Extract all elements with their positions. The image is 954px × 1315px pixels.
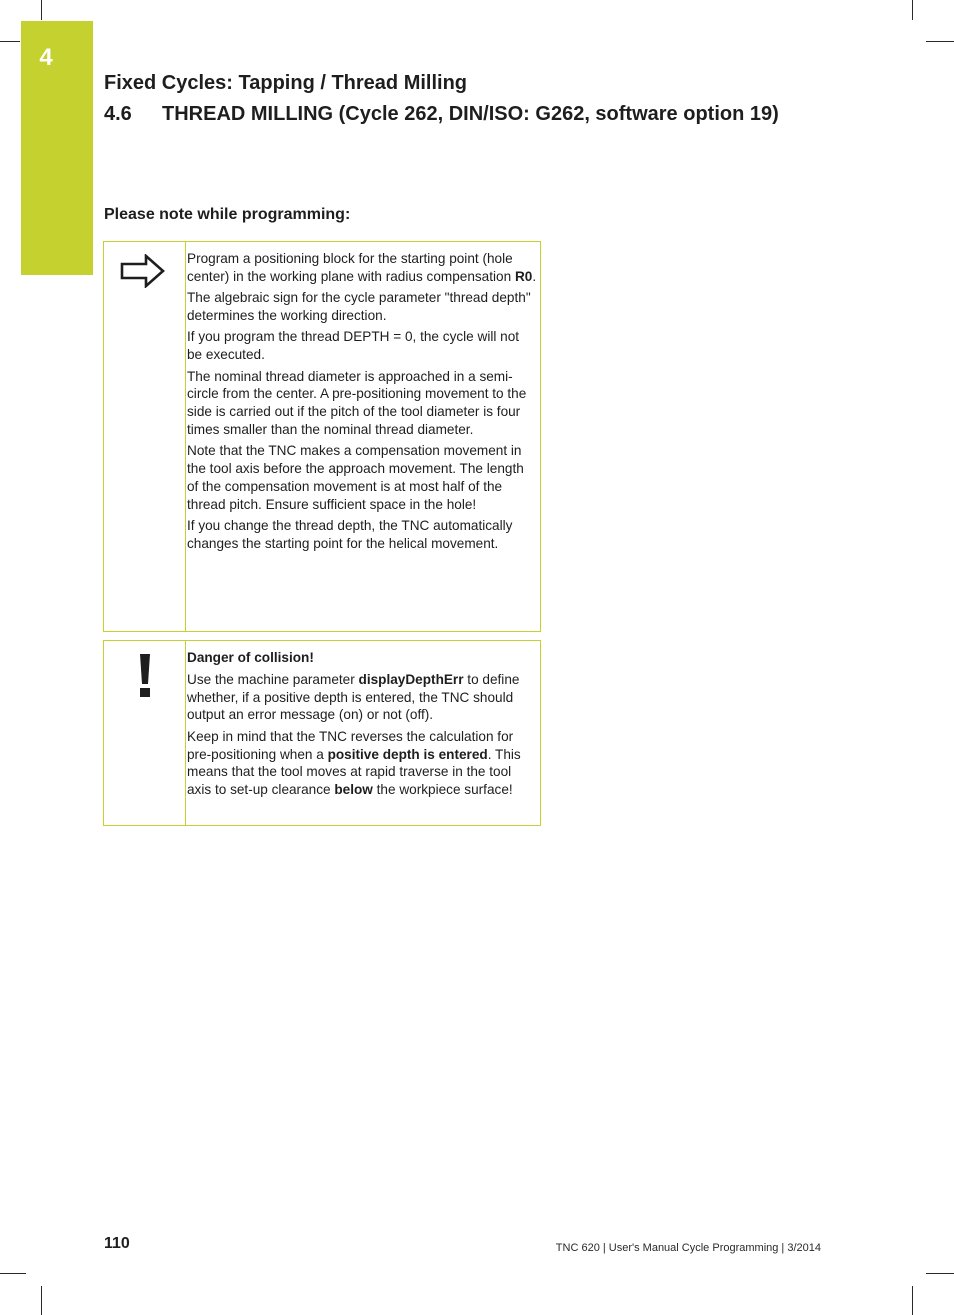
warning-bold: positive depth is entered [327, 746, 488, 762]
note-paragraph: If you change the thread depth, the TNC automatically changes the starting point for the helical movement. [187, 518, 513, 551]
chapter-title: Fixed Cycles: Tapping / Thread Milling [104, 72, 468, 94]
note-paragraph: The algebraic sign for the cycle parameter "thread depth" determines the working direction. [187, 290, 531, 323]
crop-mark [912, 1286, 913, 1315]
warning-bold: displayDepthErr [358, 671, 464, 687]
warning-divider [185, 641, 186, 826]
note-paragraph [187, 250, 537, 286]
warning-paragraph [187, 671, 537, 724]
arrow-right-icon [120, 254, 166, 293]
subheading: Please note while programming: [104, 206, 351, 223]
note-content [187, 250, 537, 556]
crop-mark [0, 1273, 26, 1274]
warning-text: . This means that the tool moves at rapid traverse in the tool axis to set-up clearance [187, 746, 521, 798]
note-text: Program a positioning block for the starting point (hole center) in the working plane with radius compensation [187, 251, 515, 284]
section-heading [104, 103, 779, 126]
crop-mark [926, 41, 954, 42]
page-number: 110 [104, 1235, 130, 1252]
section-number: 4.6 [104, 103, 132, 125]
section-title: THREAD MILLING (Cycle 262, DIN/ISO: G262, software option 19) [162, 103, 779, 125]
note-paragraph: Note that the TNC makes a compensation movement in the tool axis before the approach movement. The length of the compensation movement is at most half of the thread pitch. Ensure sufficient space in the hole! [187, 443, 524, 512]
exclamation-icon [135, 652, 155, 705]
crop-mark [0, 41, 20, 42]
warning-paragraph [187, 728, 537, 799]
warning-text: to define whether, if a positive depth is entered, the TNC should output an error message (on) or not (off). [187, 671, 520, 723]
warning-text: Use the machine parameter [187, 671, 359, 687]
warning-content [187, 649, 537, 803]
warning-text: Keep in mind that the TNC reverses the calculation for pre-positioning when a [187, 728, 514, 762]
note-bold: R0 [514, 268, 533, 284]
note-paragraph: The nominal thread diameter is approached in a semi-circle from the center. A pre-positioning movement to the side is carried out if the pitch of the tool diameter is four times smaller than the nominal thread diameter. [187, 368, 527, 437]
crop-mark [926, 1273, 954, 1274]
chapter-number: 4 [39, 44, 53, 71]
footer-text: TNC 620 | User's Manual Cycle Programming | 3/2014 [555, 1242, 821, 1254]
note-box [103, 241, 541, 632]
crop-mark [41, 1286, 42, 1315]
warning-bold: below [334, 782, 373, 798]
note-paragraph: If you program the thread DEPTH = 0, the cycle will not be executed. [187, 329, 520, 363]
crop-mark [912, 0, 913, 20]
warning-text: the workpiece surface! [372, 782, 513, 798]
note-text: . [532, 268, 537, 284]
warning-title: Danger of collision! [187, 650, 314, 665]
crop-mark [41, 0, 42, 20]
note-divider [185, 242, 186, 632]
warning-box [103, 640, 541, 826]
